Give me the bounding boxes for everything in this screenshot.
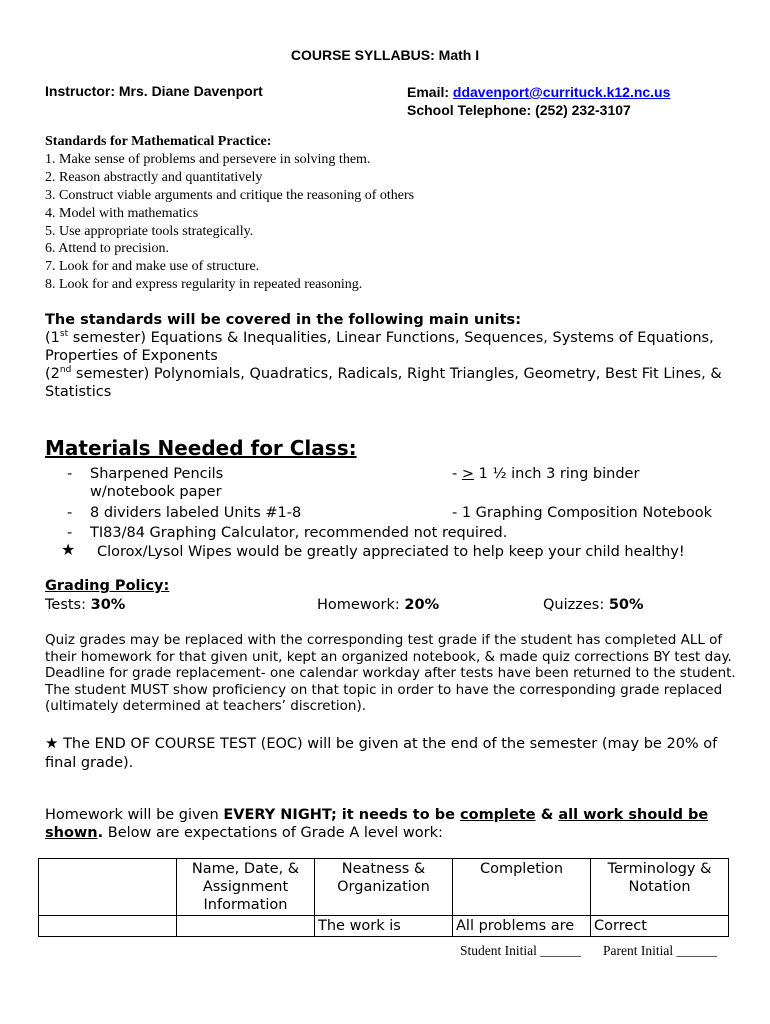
grade-quizzes: Quizzes: 50%	[543, 597, 644, 613]
star-icon: ★	[45, 734, 59, 752]
standard-item: 1. Make sense of problems and persevere in solving them.	[45, 151, 371, 167]
material-item: TI83/84 Graphing Calculator, recommended not required.	[90, 525, 508, 541]
grading-heading: Grading Policy:	[45, 578, 170, 594]
parent-initial: Parent Initial ______	[603, 943, 717, 958]
units-section	[45, 311, 735, 401]
table-cell	[177, 916, 315, 937]
bullet-dash: -	[67, 466, 73, 482]
page-title: COURSE SYLLABUS: Math I	[290, 47, 480, 63]
material-item-binder: - > 1 ½ inch 3 ring binder	[452, 466, 640, 482]
homework-expectations: Homework will be given EVERY NIGHT; it needs to be complete & all work should be shown. Below are expectations of Grade A level work:	[45, 807, 709, 841]
star-icon: ★	[61, 540, 76, 559]
email-label: Email:	[407, 84, 450, 100]
standard-item: 8. Look for and express regularity in repeated reasoning.	[45, 277, 363, 293]
standard-item: 4. Model with mathematics	[45, 205, 199, 221]
table-cell	[39, 916, 177, 937]
semester-1-units: (1st semester) Equations & Inequalities, Linear Functions, Sequences, Systems of Equations,	[45, 329, 714, 346]
table-header-cell	[39, 859, 177, 916]
standards-heading: Standards for Mathematical Practice:	[45, 134, 272, 149]
eoc-note: ★ The END OF COURSE TEST (EOC) will be given at the end of the semester (may be 20% of final grade).	[45, 734, 718, 771]
table-header-cell: Name, Date, & Assignment Information	[177, 859, 315, 916]
table-cell: Correct	[591, 916, 729, 937]
standard-item: 7. Look for and make use of structure.	[45, 259, 260, 275]
standard-item: 3. Construct viable arguments and critique the reasoning of others	[45, 187, 415, 203]
student-initial: Student Initial ______	[460, 943, 581, 958]
bullet-dash: -	[67, 525, 73, 541]
instructor-name: Instructor: Mrs. Diane Davenport	[45, 83, 263, 99]
semester-1-units-cont: Properties of Exponents	[45, 348, 218, 364]
grading-rubric-table	[38, 858, 729, 937]
table-header-cell: Completion	[453, 859, 591, 916]
materials-heading: Materials Needed for Class:	[45, 436, 357, 460]
material-item: 8 dividers labeled Units #1-8	[90, 505, 302, 521]
quiz-policy: Quiz grades may be replaced with the corresponding test grade if the student has completed ALL of their homework for that given unit, kept an organized notebook, & made quiz corrections BY test day. Deadline for grade replacement- one calendar workday after tests have been returned to the student. The student MUST show proficiency on that topic in order to have the corresponding grade replaced (ultimately determined at teachers’ discretion).	[45, 632, 736, 715]
table-header-cell: Neatness & Organization	[315, 859, 453, 916]
standards-section	[45, 133, 414, 294]
bullet-dash: -	[67, 505, 73, 521]
email-line	[407, 83, 670, 101]
units-heading: The standards will be covered in the following main units:	[45, 312, 521, 328]
standard-item: 6. Attend to precision.	[45, 241, 170, 257]
email-link[interactable]: ddavenport@currituck.k12.nc.us	[452, 84, 671, 100]
material-item: Clorox/Lysol Wipes would be greatly appreciated to help keep your child healthy!	[97, 544, 685, 560]
grade-tests: Tests: 30%	[45, 597, 126, 613]
contact-block	[407, 83, 670, 119]
table-cell: All problems are	[453, 916, 591, 937]
standard-item: 2. Reason abstractly and quantitatively	[45, 169, 263, 185]
table-cell: The work is	[315, 916, 453, 937]
grade-homework: Homework: 20%	[317, 597, 440, 613]
table-row	[39, 859, 729, 916]
material-item-notebook: - 1 Graphing Composition Notebook	[452, 505, 713, 521]
telephone: School Telephone: (252) 232-3107	[407, 102, 631, 118]
table-header-cell: Terminology & Notation	[591, 859, 729, 916]
material-item: Sharpened Pencils w/notebook paper	[90, 466, 224, 500]
table-row	[39, 916, 729, 937]
standard-item: 5. Use appropriate tools strategically.	[45, 223, 254, 239]
semester-2-units: (2nd semester) Polynomials, Quadratics, Radicals, Right Triangles, Geometry, Best Fit Lines, & Statistics	[45, 365, 722, 400]
